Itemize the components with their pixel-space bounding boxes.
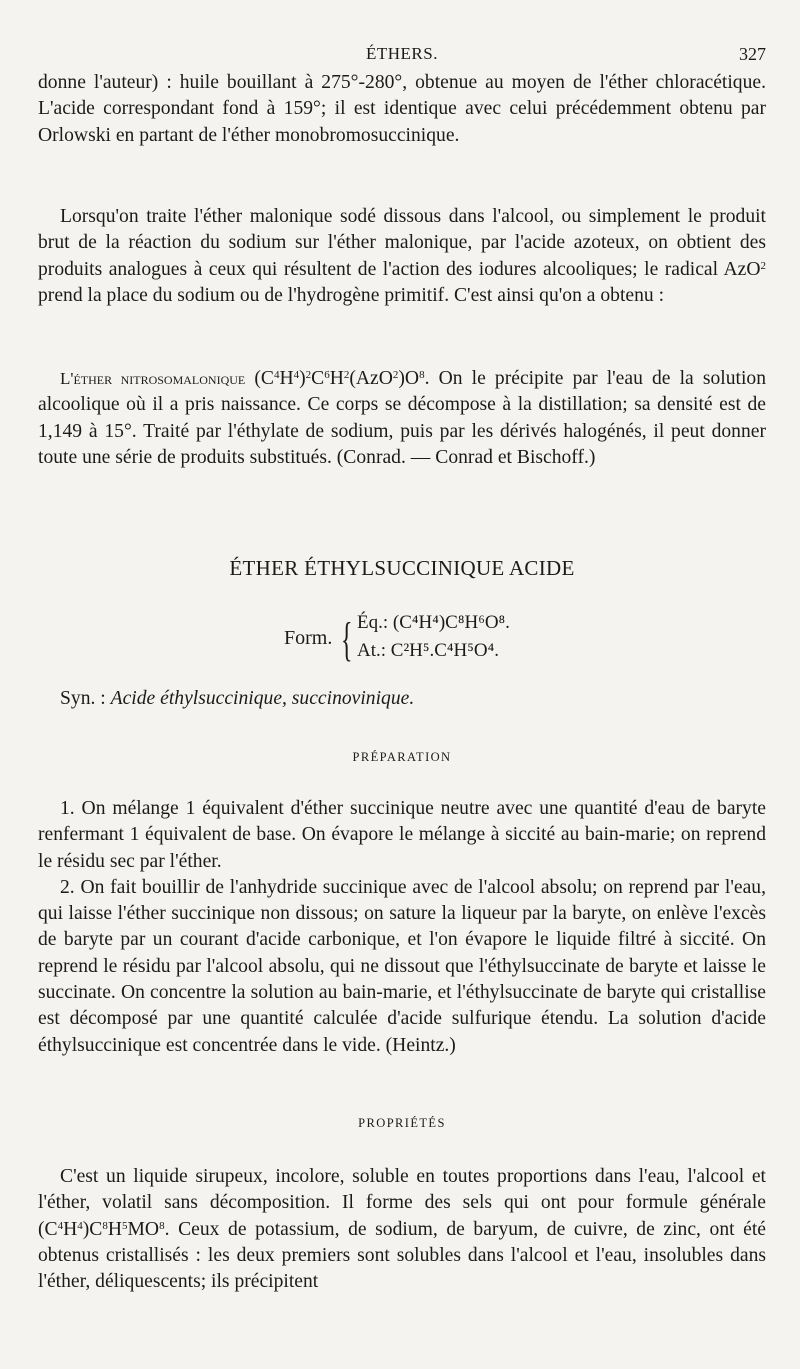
- compound-name: L'éther nitrosomalonique: [60, 369, 246, 388]
- synonyms-label: Syn. :: [60, 688, 111, 709]
- formula-equivalent: Éq.: (C⁴H⁴)C⁸H⁶O⁸.: [357, 612, 510, 633]
- synonyms-names: Acide éthylsuccinique, succinovinique.: [110, 688, 415, 709]
- page-header: [38, 44, 766, 68]
- paragraph-malonic: [38, 204, 766, 309]
- list-item: 2. On fait bouillir de l'anhydride succinique avec de l'alcool absolu; on reprend par l'eau, qui laisse l'éther succinique non dissous; on sature la liqueur par la baryte, on enlève l'excès de baryte par un courant d'acide carbonique, et l'on évapore le liquide filtré à siccité. On reprend le résidu par l'alcool absolu, qui ne dissout que l'éthylsuccinate de baryte et laisse le succinate. On concentre la solution au bain-marie, et l'éthylsuccinate de baryte qui cristallise est décomposé par une quantité calculée d'acide sulfurique étendu. La solution d'acide éthylsuccinique est concentrée dans le vide. (Heintz.): [38, 876, 766, 1056]
- heading-properties: PROPRIÉTÉS: [358, 1116, 446, 1130]
- paragraph-properties: [38, 1164, 766, 1295]
- paragraph-text: donne l'auteur) : huile bouillant à 275°-280°, obtenue au moyen de l'éther chloracétique. L'acide correspondant fond à 159°; il est identique avec celui précédemment obtenu par Orlowski en partant de l'éther monobromosuccinique.: [38, 72, 766, 146]
- paragraph-continuation: [38, 70, 766, 149]
- paragraph-text: L'éther nitrosomalonique $(C^4H^4)^2C^6H^2(AzO^2)O^8$. On le précipite par l'eau de la solution alcoolique où il a pris naissance. Ce corps se décompose à la distillation; sa densité est de 1,149 à 15°. Traité par l'éthylate de sodium, puis par les dérivés halogénés, il peut donner toute une série de produits substitués. (Conrad. — Conrad et Bischoff.): [38, 368, 766, 468]
- list-item: 1. On mélange 1 équivalent d'éther succinique neutre avec une quantité d'eau de baryte renfermant 1 équivalent de base. On évapore le mélange à siccité au bain-marie; on reprend le résidu sec par l'éther.: [38, 798, 766, 872]
- paragraph-text: C'est un liquide sirupeux, incolore, soluble en toutes proportions dans l'eau, l'alcool et l'éther, volatil sans décomposition. Il forme des sels qui ont pour formule générale $(C^4H^4)C^8H^5MO^8$. Ceux de potassium, de sodium, de baryum, de cuivre, de zinc, ont été obtenus cristallisés : les deux premiers sont solubles dans l'alcool et l'eau, insolubles dans l'éther, déliquescents; ils précipitent: [38, 1166, 766, 1293]
- heading-preparation: PRÉPARATION: [352, 750, 452, 764]
- preparation-list: [38, 796, 766, 1059]
- formula-label: Form.: [284, 627, 333, 649]
- brace-icon: {: [341, 613, 353, 666]
- paragraph-text: Lorsqu'on traite l'éther malonique sodé dissous dans l'alcool, ou simplement le produit brut de la réaction du sodium sur l'éther malonique, par l'acide azoteux, on obtient des produits analogues à ceux qui résultent de l'action des iodures alcooliques; le radical AzO$^2$ prend la place du sodium ou de l'hydrogène primitif. C'est ainsi qu'on a obtenu :: [38, 206, 766, 306]
- page-number: 327: [739, 44, 766, 64]
- running-title: ÉTHERS.: [366, 44, 438, 63]
- chemical-formula: [284, 610, 604, 674]
- formula-atomic: At.: C²H⁵.C⁴H⁵O⁴.: [357, 640, 499, 661]
- synonyms: [60, 688, 414, 710]
- section-title: ÉTHER ÉTHYLSUCCINIQUE ACIDE: [229, 556, 575, 580]
- paragraph-nitrosomalonic: [38, 366, 766, 471]
